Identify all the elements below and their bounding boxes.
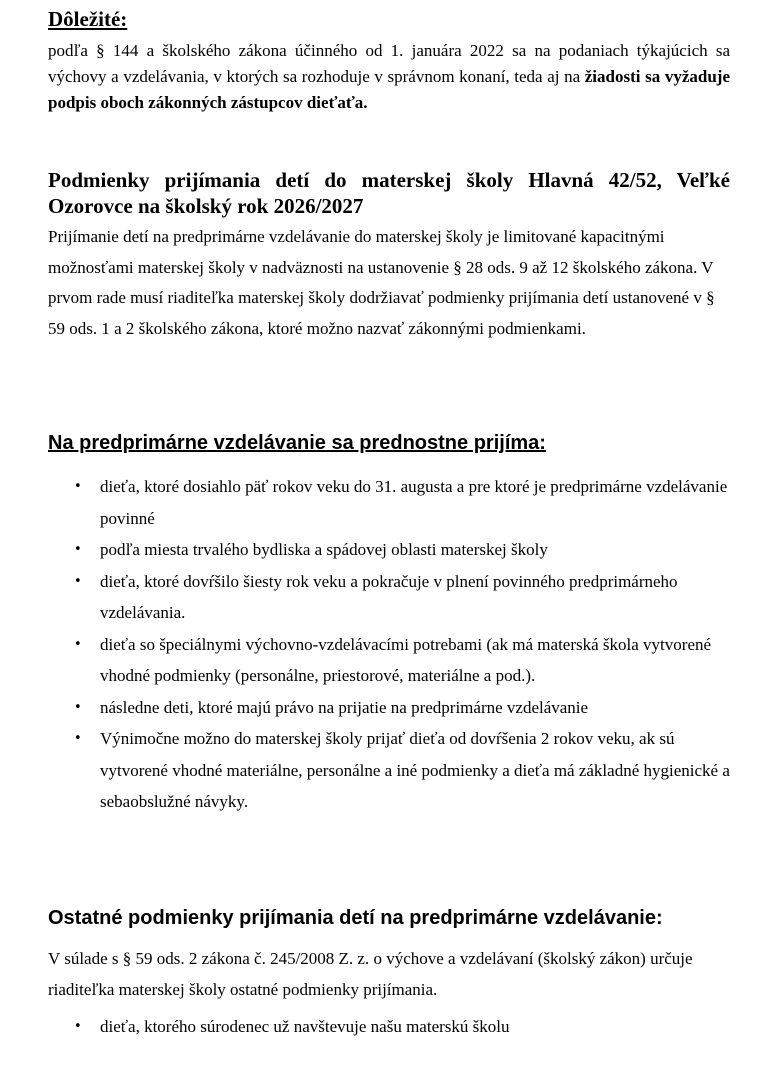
- preferred-heading: Na predprimárne vzdelávanie sa prednostne prijíma:: [48, 432, 546, 454]
- bullet-icon: •: [74, 479, 82, 494]
- list-item-text: následne deti, ktoré majú právo na prijatie na predprimárne vzdelávanie: [100, 697, 589, 717]
- list-item: [48, 723, 738, 818]
- list-item-text: dieťa, ktoré dovŕšilo šiesty rok veku a pokračuje v plnení povinného predprimárneho vzdelávania.: [100, 571, 678, 622]
- important-notice: [48, 38, 730, 116]
- bullet-icon: •: [74, 699, 82, 715]
- bullet-icon: •: [74, 636, 82, 652]
- bullet-icon: •: [74, 542, 82, 557]
- other-heading: Ostatné podmienky prijímania detí na predprimárne vzdelávanie:: [48, 907, 663, 929]
- other-list: [48, 1011, 738, 1043]
- list-item: [48, 1011, 738, 1043]
- list-item-text: dieťa, ktoré dosiahlo päť rokov veku do 31. augusta a pre ktoré je predprimárne vzdelávanie povinné: [100, 477, 728, 528]
- list-item-text: dieťa so špeciálnymi výchovno-vzdelávacími potrebami (ak má materská škola vytvorené vhodné podmienky (personálne, priestorové, materiálne a pod.).: [100, 634, 712, 685]
- list-item-text: dieťa, ktorého súrodenec už navštevuje našu materskú školu: [100, 1017, 510, 1036]
- list-item: [48, 471, 738, 534]
- other-text: V súlade s § 59 ods. 2 zákona č. 245/2008 Z. z. o výchove a vzdelávaní (školský zákon) určuje riaditeľka materskej školy ostatné podmienky prijímania.: [48, 949, 693, 999]
- conditions-text: Prijímanie detí na predprimárne vzdelávanie do materskej školy je limitované kapacitnými možnosťami materskej školy v nadväznosti na ustanovenie § 28 ods. 9 až 12 školského zákona. V prvom rade musí riaditeľka materskej školy dodržiavať podmienky prijímania detí ustanovené v § 59 ods. 1 a 2 školského zákona, ktoré možno nazvať zákonnými podmienkami.: [48, 227, 715, 338]
- list-item-text: podľa miesta trvalého bydliska a spádovej oblasti materskej školy: [100, 540, 548, 559]
- list-item: [48, 692, 738, 724]
- bullet-icon: •: [74, 1019, 82, 1034]
- preferred-list: [48, 471, 738, 818]
- conditions-title: Podmienky prijímania detí do materskej školy Hlavná 42/52, Veľké Ozorovce na školský rok 2026/2027: [48, 168, 730, 218]
- important-text-bold: žiadosti sa vyžaduje podpis oboch zákonných zástupcov dieťaťa.: [48, 67, 730, 112]
- bullet-icon: •: [74, 573, 82, 589]
- list-item: [48, 566, 738, 629]
- important-title: Dôležité:: [48, 7, 128, 31]
- list-item-text: Výnimočne možno do materskej školy prijať dieťa od dovŕšenia 2 rokov veku, ak sú vytvorené vhodné materiálne, personálne a iné podmienky a dieťa má základné hygienické a sebaobslužné návyky.: [100, 729, 730, 811]
- bullet-icon: •: [74, 731, 82, 746]
- list-item: [48, 534, 738, 566]
- important-text-normal: podľa § 144 a školského zákona účinného od 1. januára 2022 sa na podaniach týkajúcich sa výchovy a vzdelávania, v ktorých sa rozhoduje v správnom konaní, teda aj na: [48, 41, 730, 86]
- list-item: [48, 629, 738, 692]
